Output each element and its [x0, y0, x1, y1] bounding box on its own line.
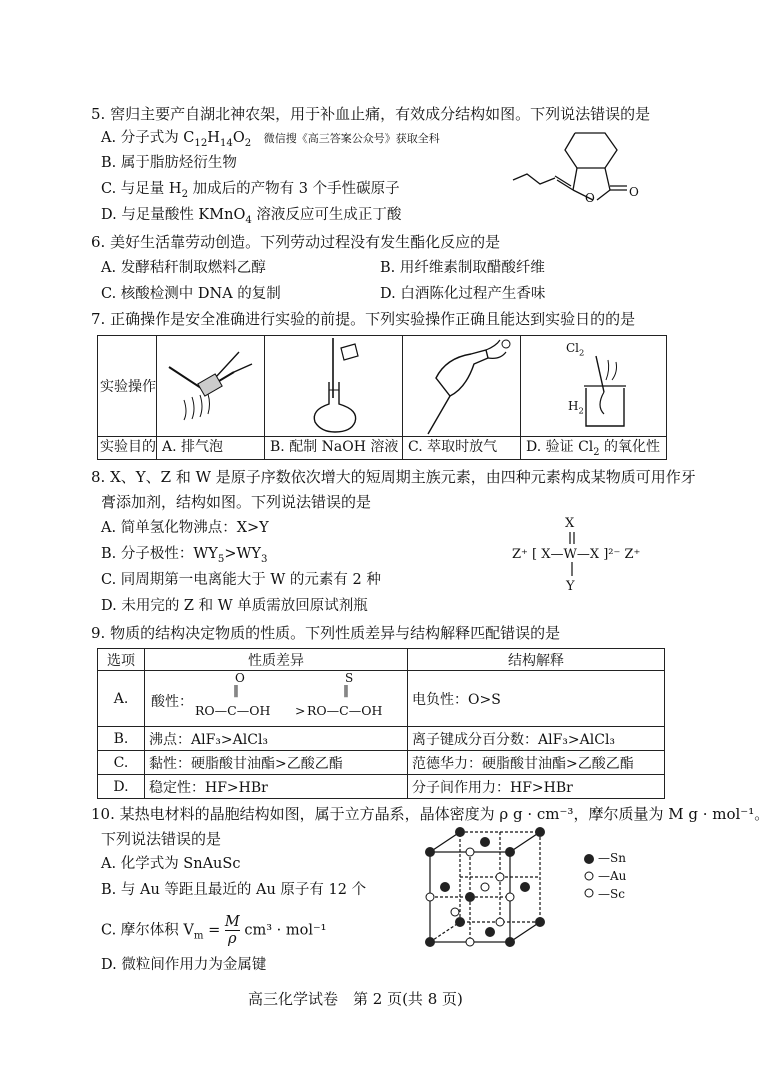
q6-stem: 6. 美好生活靠劳动创造。下列劳动过程没有发生酯化反应的是 — [91, 233, 501, 251]
q9-row-d-option: D. — [98, 775, 145, 799]
acid-right-formula: RO—C—OH — [307, 703, 383, 718]
q10-option-d: D. 微粒间作用力为金属键 — [101, 957, 267, 973]
q8-struct-middle: Z⁺ [ X—W—X ]²⁻ Z⁺ — [512, 547, 641, 562]
q8-option-c: C. 同周期第一电离能大于 W 的元素有 2 种 — [101, 572, 381, 588]
q9-row-b-option: B. — [98, 727, 145, 751]
q10-legend-sn: —Sn — [598, 851, 626, 865]
q7-separatory-funnel-image — [416, 338, 521, 436]
acid-double-bond-right: ‖ — [343, 683, 349, 697]
table-row — [98, 775, 665, 799]
q9-header-explain: 结构解释 — [408, 649, 665, 671]
q9-row-a-property: 酸性： O ‖ RO—C—OH > S ‖ RO—C—OH — [145, 671, 408, 727]
q7-stem: 7. 正确操作是安全准确进行实验的前提。下列实验操作正确且能达到实验日的的是 — [91, 310, 636, 328]
q7-gas-bottle-image — [546, 340, 656, 434]
q10-crystal-cell-image — [420, 822, 560, 952]
q5-option-a: A. 分子式为 $C_{12}H_{14}O_2$ 微信搜《高三答案公众号》获取全科 — [101, 130, 440, 149]
q7-table — [97, 335, 667, 460]
q9-row-c-explain: 范德华力：硬脂酸甘油酯>乙酸乙酯 — [408, 751, 665, 775]
q9-row-a-option: A. — [98, 671, 145, 727]
q5-stem: 5. 窖归主要产自湖北神农架，用于补血止痛，有效成分结构如图。下列说法错误的是 — [91, 105, 651, 123]
q9-row-d-property: 稳定性：HF>HBr — [145, 775, 408, 799]
q7-h2-label: $H_2$ — [568, 399, 584, 416]
table-row — [98, 751, 665, 775]
q10-option-a: A. 化学式为 SnAuSc — [101, 856, 241, 872]
q9-header-option: 选项 — [98, 649, 145, 671]
q9-row-c-option: C. — [98, 751, 145, 775]
page-footer: 高三化学试卷 第 2 页(共 8 页) — [248, 990, 463, 1008]
q9-row-d-explain: 分子间作用力：HF>HBr — [408, 775, 665, 799]
q7-option-d: D. 验证 $Cl_2$ 的氧化性 — [526, 439, 660, 458]
q5-option-c: C. 与足量 $H_2$ 加成后的产物有 3 个手性碳原子 — [101, 181, 400, 200]
q9-row-c-property: 黏性：硬脂酸甘油酯>乙酸乙酯 — [145, 751, 408, 775]
q10-legend-sc: —Sc — [598, 887, 625, 901]
q8-option-b: B. 分子极性：$WY_5>WY_3$ — [101, 546, 268, 565]
q8-struct-bottom-y: Y — [566, 579, 575, 594]
q6-option-d: D. 白酒陈化过程产生香味 — [380, 286, 546, 302]
acid-double-bond-left: ‖ — [233, 683, 239, 697]
watermark-text: 微信搜《高三答案公众号》获取全科 — [263, 132, 440, 145]
q6-option-c: C. 核酸检测中 DNA 的复制 — [101, 286, 281, 302]
acid-compare: > — [295, 703, 306, 718]
q8-struct-top-x: X — [565, 516, 575, 531]
q7-burette-image — [164, 342, 259, 432]
q9-stem: 9. 物质的结构决定物质的性质。下列性质差异与结构解释匹配错误的是 — [91, 624, 561, 642]
q5-option-d: D. 与足量酸性 KMnO$_4$ 溶液反应可生成正丁酸 — [101, 207, 402, 226]
q5-carbonyl-o: O — [629, 185, 639, 199]
q6-option-a: A. 发酵秸秆制取燃料乙醇 — [101, 260, 266, 276]
q10-stem: 10. 某热电材料的晶胞结构如图，属于立方晶系，晶体密度为 ρ g · cm⁻³，摩尔质量为 M g · mol⁻¹。 — [91, 805, 770, 823]
q7-row2-label: 实验目的 — [100, 439, 156, 455]
q5-structure-image — [505, 128, 645, 208]
q8-option-a: A. 简单氢化物沸点：X>Y — [101, 520, 269, 536]
q7-cl2-label: $Cl_2$ — [566, 341, 585, 358]
q9-row-b-property: 沸点：AlF₃>AlCl₃ — [145, 727, 408, 751]
acid-s-label: S — [345, 671, 354, 685]
q7-option-c: C. 萃取时放气 — [408, 439, 498, 455]
table-row — [98, 671, 665, 727]
q10-option-c: C. 摩尔体积 $V_m$ = $\frac{M}{\rho}$ cm³ · mol⁻¹ — [101, 914, 327, 947]
sc-legend-icon — [582, 886, 596, 900]
q10-option-b: B. 与 Au 等距且最近的 Au 原子有 12 个 — [101, 882, 367, 898]
q10-legend-au: —Au — [598, 869, 627, 883]
table-row — [98, 727, 665, 751]
q8-stem-line1: 8. X、Y、Z 和 W 是原子序数依次增大的短周期主族元素，由四种元素构成某物质可用作牙 — [91, 468, 696, 486]
molar-volume-fraction: $\frac{M}{\rho}$ — [224, 914, 240, 947]
q7-flask-image — [303, 338, 373, 434]
q7-row1-label: 实验操作 — [100, 379, 156, 395]
q10-stem-line2: 下列说法错误的是 — [101, 830, 222, 848]
q8-option-d: D. 未用完的 Z 和 W 单质需放回原试剂瓶 — [101, 598, 368, 614]
acid-o-label: O — [235, 671, 245, 685]
q5-option-b: B. 属于脂肪烃衍生物 — [101, 155, 237, 171]
q9-table — [97, 648, 665, 799]
q6-option-b: B. 用纤维素制取醋酸纤维 — [380, 260, 545, 276]
sn-legend-icon — [582, 852, 596, 866]
acid-left-formula: RO—C—OH — [195, 703, 271, 718]
q7-option-a: A. 排气泡 — [162, 439, 224, 455]
q5-ring-o: O — [585, 191, 595, 205]
q9-header-property: 性质差异 — [145, 649, 408, 671]
q7-option-b: B. 配制 NaOH 溶液 — [270, 439, 399, 455]
q9-row-b-explain: 离子键成分百分数：AlF₃>AlCl₃ — [408, 727, 665, 751]
q8-stem-line2: 膏添加剂，结构如图。下列说法错误的是 — [101, 493, 372, 511]
au-legend-icon — [582, 869, 596, 883]
q9-row-a-explain: 电负性：O>S — [408, 671, 665, 727]
